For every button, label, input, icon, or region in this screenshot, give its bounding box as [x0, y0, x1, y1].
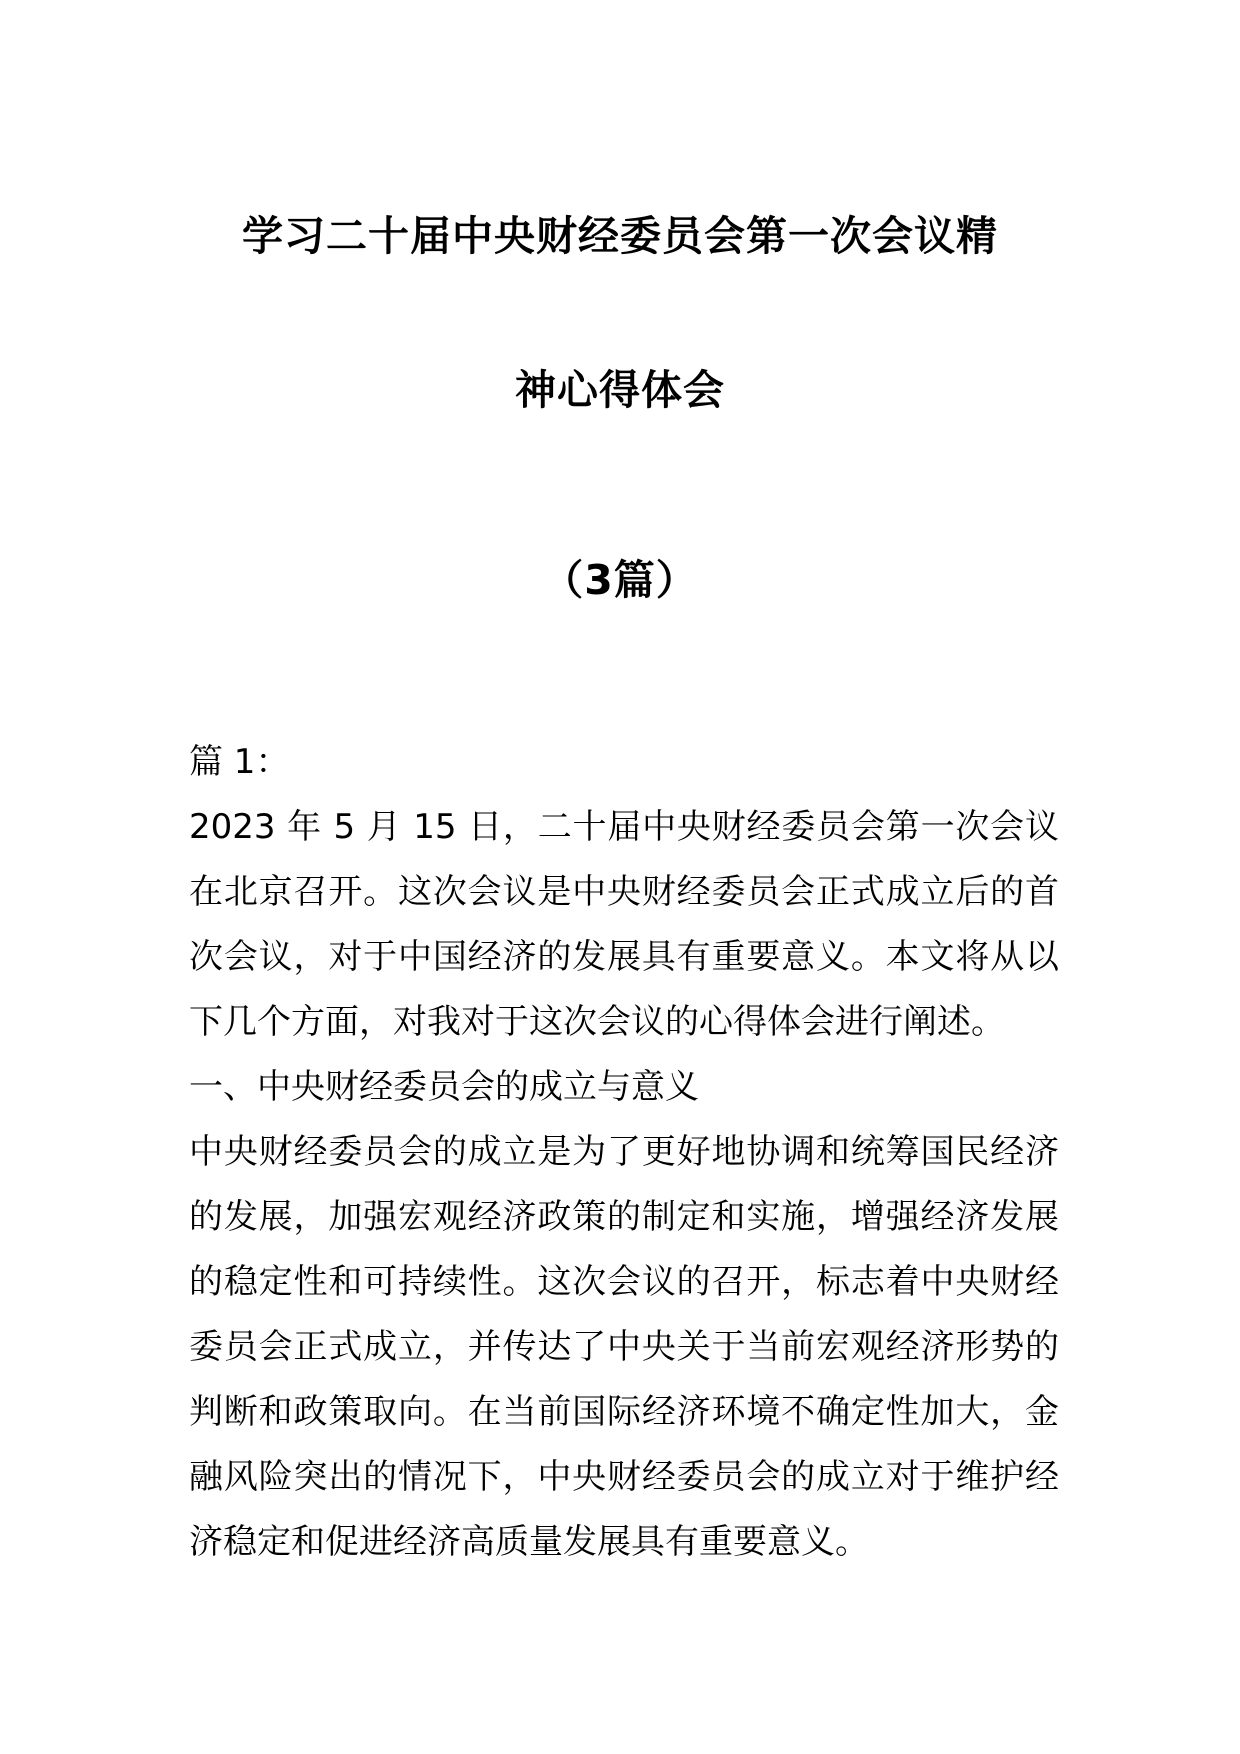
document-body: [189, 730, 1059, 1575]
title-line-1: 学习二十届中央财经委员会第一次会议精: [242, 212, 998, 260]
title-article-count: （3篇）: [542, 556, 698, 604]
part-label: 篇 1：: [189, 742, 290, 782]
body-paragraph: 中央财经委员会的成立是为了更好地协调和统筹国民经济的发展，加强宏观经济政策的制定和实施，增强经济发展的稳定性和可持续性。这次会议的召开，标志着中央财经委员会正式成立，并传达了中央关于当前宏观经济形势的判断和政策取向。在当前国际经济环境不确定性加大，金融风险突出的情况下，中央财经委员会的成立对于维护经济稳定和促进经济高质量发展具有重要意义。: [189, 1132, 1059, 1562]
intro-paragraph: 2023 年 5 月 15 日，二十届中央财经委员会第一次会议在北京召开。这次会议是中央财经委员会正式成立后的首次会议，对于中国经济的发展具有重要意义。本文将从以下几个方面，对我对于这次会议的心得体会进行阐述。: [189, 807, 1059, 1042]
section-heading: 一、中央财经委员会的成立与意义: [189, 1067, 699, 1107]
title-line-2: 神心得体会: [515, 366, 725, 414]
